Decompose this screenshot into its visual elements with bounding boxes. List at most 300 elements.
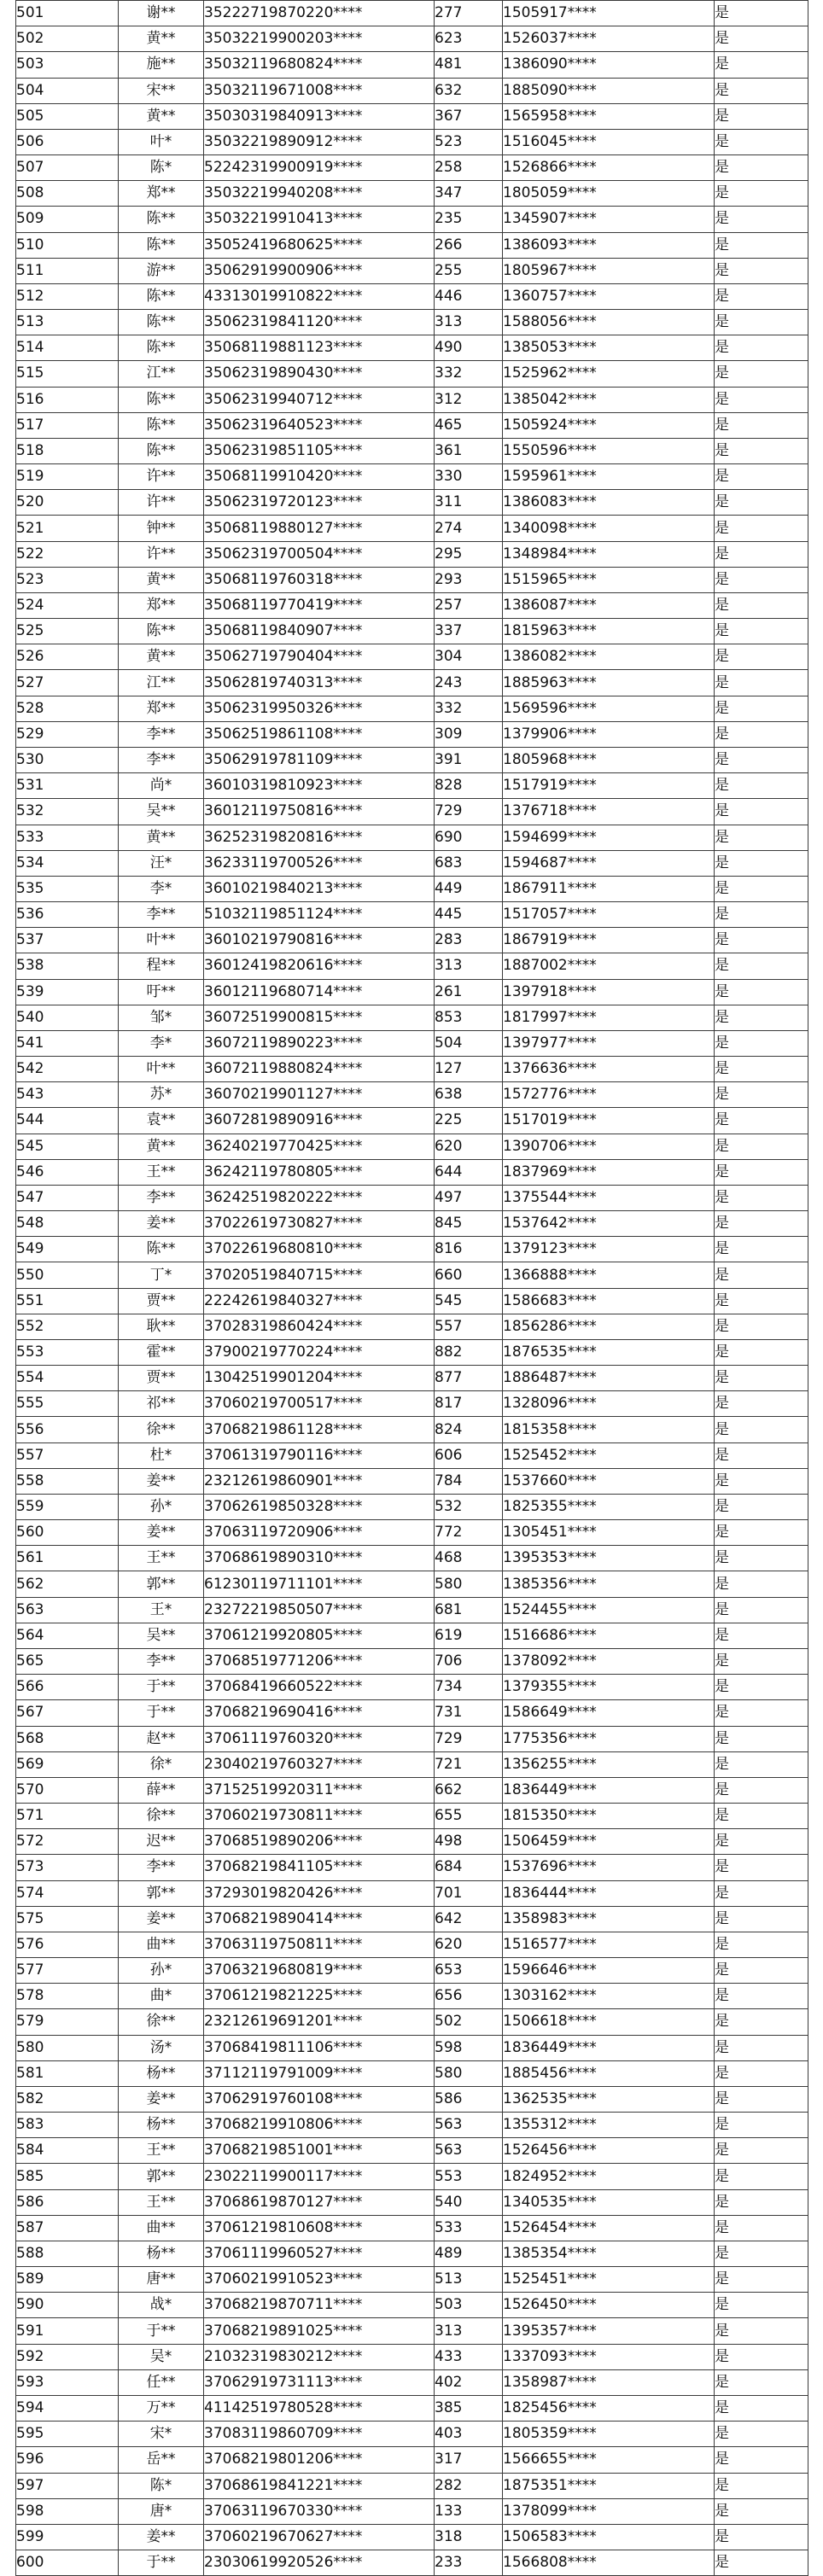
score-cell: 540 [435, 2189, 503, 2215]
status-cell: 是 [715, 258, 808, 283]
phone-cell: 1386083**** [503, 490, 715, 516]
phone-cell: 1887002**** [503, 953, 715, 979]
row-number-cell: 559 [16, 1494, 119, 1519]
row-number-cell: 501 [16, 1, 119, 26]
score-cell: 877 [435, 1366, 503, 1391]
table-row [16, 1958, 808, 1984]
score-cell: 681 [435, 1597, 503, 1623]
table-row [16, 335, 808, 361]
score-cell: 309 [435, 721, 503, 747]
row-number-cell: 584 [16, 2138, 119, 2164]
status-cell: 是 [715, 979, 808, 1005]
row-number-cell: 539 [16, 979, 119, 1005]
score-cell: 606 [435, 1442, 503, 1468]
id-number-cell: 35032219940208**** [204, 181, 435, 207]
status-cell: 是 [715, 490, 808, 516]
score-cell: 385 [435, 2395, 503, 2421]
name-cell: 贾** [119, 1288, 204, 1314]
id-number-cell: 37022619730827**** [204, 1211, 435, 1237]
score-cell: 225 [435, 1108, 503, 1134]
row-number-cell: 519 [16, 464, 119, 490]
row-number-cell: 529 [16, 721, 119, 747]
row-number-cell: 567 [16, 1700, 119, 1726]
score-cell: 557 [435, 1314, 503, 1339]
status-cell: 是 [715, 1520, 808, 1546]
table-row [16, 2550, 808, 2576]
row-number-cell: 591 [16, 2318, 119, 2344]
name-cell: 陈** [119, 310, 204, 335]
table-row [16, 1, 808, 26]
score-cell: 465 [435, 412, 503, 438]
name-cell: 陈* [119, 155, 204, 181]
name-cell: 李** [119, 721, 204, 747]
score-cell: 656 [435, 1984, 503, 2009]
table-row [16, 1649, 808, 1675]
id-number-cell: 35030319840913**** [204, 103, 435, 129]
status-cell: 是 [715, 876, 808, 901]
row-number-cell: 534 [16, 850, 119, 876]
table-row [16, 979, 808, 1005]
table-row [16, 516, 808, 541]
phone-cell: 1537660**** [503, 1468, 715, 1494]
status-cell: 是 [715, 1829, 808, 1855]
table-row [16, 2524, 808, 2550]
score-cell: 828 [435, 773, 503, 799]
table-row [16, 2422, 808, 2447]
id-number-cell: 35032119680824**** [204, 52, 435, 78]
phone-cell: 1824952**** [503, 2164, 715, 2189]
id-number-cell: 37022619680810**** [204, 1237, 435, 1262]
status-cell: 是 [715, 464, 808, 490]
score-cell: 133 [435, 2498, 503, 2524]
phone-cell: 1303162**** [503, 1984, 715, 2009]
name-cell: 黄** [119, 103, 204, 129]
name-cell: 于** [119, 1700, 204, 1726]
phone-cell: 1588056**** [503, 310, 715, 335]
phone-cell: 1355312**** [503, 2113, 715, 2138]
id-number-cell: 37061319790116**** [204, 1442, 435, 1468]
name-cell: 叶** [119, 1057, 204, 1082]
phone-cell: 1837969**** [503, 1159, 715, 1185]
phone-cell: 1516045**** [503, 129, 715, 154]
table-row [16, 1623, 808, 1648]
phone-cell: 1524455**** [503, 1597, 715, 1623]
score-cell: 361 [435, 438, 503, 463]
score-cell: 367 [435, 103, 503, 129]
table-row [16, 2215, 808, 2241]
score-cell: 261 [435, 979, 503, 1005]
score-cell: 619 [435, 1623, 503, 1648]
score-cell: 533 [435, 2215, 503, 2241]
score-cell: 623 [435, 26, 503, 52]
phone-cell: 1586649**** [503, 1700, 715, 1726]
id-number-cell: 22242619840327**** [204, 1288, 435, 1314]
row-number-cell: 536 [16, 902, 119, 928]
phone-cell: 1836449**** [503, 2035, 715, 2060]
status-cell: 是 [715, 1082, 808, 1108]
status-cell: 是 [715, 1005, 808, 1030]
phone-cell: 1817997**** [503, 1005, 715, 1030]
table-row [16, 283, 808, 309]
name-cell: 于** [119, 2550, 204, 2576]
id-number-cell: 41142519780528**** [204, 2395, 435, 2421]
table-row [16, 2241, 808, 2266]
table-row [16, 1159, 808, 1185]
score-cell: 127 [435, 1057, 503, 1082]
status-cell: 是 [715, 26, 808, 52]
name-cell: 黄** [119, 825, 204, 850]
id-number-cell: 37028319860424**** [204, 1314, 435, 1339]
id-number-cell: 37068519890206**** [204, 1829, 435, 1855]
id-number-cell: 37068419811106**** [204, 2035, 435, 2060]
id-number-cell: 35068119881123**** [204, 335, 435, 361]
id-number-cell: 37062919760108**** [204, 2086, 435, 2112]
phone-cell: 1537696**** [503, 1855, 715, 1880]
score-cell: 563 [435, 2138, 503, 2164]
id-number-cell: 35222719870220**** [204, 1, 435, 26]
data-table [15, 0, 808, 2576]
phone-cell: 1875351**** [503, 2473, 715, 2498]
table-row [16, 773, 808, 799]
name-cell: 黄** [119, 644, 204, 670]
score-cell: 311 [435, 490, 503, 516]
phone-cell: 1345907**** [503, 207, 715, 232]
score-cell: 402 [435, 2369, 503, 2395]
status-cell: 是 [715, 1417, 808, 1442]
row-number-cell: 524 [16, 592, 119, 618]
status-cell: 是 [715, 335, 808, 361]
status-cell: 是 [715, 2086, 808, 2112]
name-cell: 陈** [119, 438, 204, 463]
phone-cell: 1386087**** [503, 592, 715, 618]
status-cell: 是 [715, 155, 808, 181]
table-row [16, 1777, 808, 1803]
name-cell: 唐** [119, 2267, 204, 2293]
status-cell: 是 [715, 567, 808, 592]
phone-cell: 1506618**** [503, 2009, 715, 2035]
row-number-cell: 599 [16, 2524, 119, 2550]
name-cell: 吴** [119, 799, 204, 825]
score-cell: 853 [435, 1005, 503, 1030]
row-number-cell: 531 [16, 773, 119, 799]
phone-cell: 1596646**** [503, 1958, 715, 1984]
status-cell: 是 [715, 387, 808, 412]
phone-cell: 1516577**** [503, 1932, 715, 1957]
id-number-cell: 35032219890912**** [204, 129, 435, 154]
table-row [16, 1494, 808, 1519]
table-row [16, 2344, 808, 2369]
id-number-cell: 37062619850328**** [204, 1494, 435, 1519]
id-number-cell: 36252319820816**** [204, 825, 435, 850]
row-number-cell: 575 [16, 1906, 119, 1932]
status-cell: 是 [715, 1546, 808, 1571]
status-cell: 是 [715, 2422, 808, 2447]
row-number-cell: 520 [16, 490, 119, 516]
status-cell: 是 [715, 232, 808, 258]
status-cell: 是 [715, 1623, 808, 1648]
phone-cell: 1565958**** [503, 103, 715, 129]
row-number-cell: 532 [16, 799, 119, 825]
id-number-cell: 23030619920526**** [204, 2550, 435, 2576]
phone-cell: 1379906**** [503, 721, 715, 747]
name-cell: 陈** [119, 335, 204, 361]
phone-cell: 1375544**** [503, 1185, 715, 1210]
id-number-cell: 35062719790404**** [204, 644, 435, 670]
phone-cell: 1366888**** [503, 1262, 715, 1288]
row-number-cell: 512 [16, 283, 119, 309]
table-row [16, 78, 808, 103]
name-cell: 姜** [119, 1520, 204, 1546]
row-number-cell: 515 [16, 361, 119, 387]
id-number-cell: 37063219680819**** [204, 1958, 435, 1984]
phone-cell: 1526037**** [503, 26, 715, 52]
table-row [16, 1005, 808, 1030]
row-number-cell: 541 [16, 1030, 119, 1056]
status-cell: 是 [715, 1571, 808, 1597]
table-row [16, 2060, 808, 2086]
status-cell: 是 [715, 2318, 808, 2344]
id-number-cell: 35062319640523**** [204, 412, 435, 438]
status-cell: 是 [715, 2241, 808, 2266]
row-number-cell: 572 [16, 1829, 119, 1855]
id-number-cell: 37293019820426**** [204, 1880, 435, 1906]
id-number-cell: 36072819890916**** [204, 1108, 435, 1134]
score-cell: 653 [435, 1958, 503, 1984]
name-cell: 郑** [119, 181, 204, 207]
score-cell: 445 [435, 902, 503, 928]
id-number-cell: 23212619860901**** [204, 1468, 435, 1494]
table-row [16, 2035, 808, 2060]
status-cell: 是 [715, 2369, 808, 2395]
row-number-cell: 513 [16, 310, 119, 335]
id-number-cell: 35068119770419**** [204, 592, 435, 618]
row-number-cell: 565 [16, 1649, 119, 1675]
score-cell: 824 [435, 1417, 503, 1442]
name-cell: 李** [119, 1185, 204, 1210]
status-cell: 是 [715, 1468, 808, 1494]
name-cell: 贾** [119, 1366, 204, 1391]
table-row [16, 1185, 808, 1210]
name-cell: 谢** [119, 1, 204, 26]
row-number-cell: 579 [16, 2009, 119, 2035]
phone-cell: 1340535**** [503, 2189, 715, 2215]
score-cell: 503 [435, 2293, 503, 2318]
id-number-cell: 37068619890310**** [204, 1546, 435, 1571]
table-row [16, 1546, 808, 1571]
id-number-cell: 37061219821225**** [204, 1984, 435, 2009]
id-number-cell: 35062919900906**** [204, 258, 435, 283]
id-number-cell: 36072119890223**** [204, 1030, 435, 1056]
id-number-cell: 37112119791009**** [204, 2060, 435, 2086]
table-row [16, 928, 808, 953]
name-cell: 陈** [119, 387, 204, 412]
phone-cell: 1390706**** [503, 1134, 715, 1159]
row-number-cell: 554 [16, 1366, 119, 1391]
row-number-cell: 564 [16, 1623, 119, 1648]
status-cell: 是 [715, 2293, 808, 2318]
row-number-cell: 526 [16, 644, 119, 670]
row-number-cell: 509 [16, 207, 119, 232]
name-cell: 郭** [119, 1571, 204, 1597]
id-number-cell: 37068619841221**** [204, 2473, 435, 2498]
name-cell: 叶** [119, 928, 204, 953]
score-cell: 274 [435, 516, 503, 541]
name-cell: 陈** [119, 619, 204, 644]
phone-cell: 1385042**** [503, 387, 715, 412]
status-cell: 是 [715, 1366, 808, 1391]
status-cell: 是 [715, 516, 808, 541]
status-cell: 是 [715, 2138, 808, 2164]
name-cell: 许** [119, 490, 204, 516]
phone-cell: 1305451**** [503, 1520, 715, 1546]
name-cell: 姜** [119, 2086, 204, 2112]
name-cell: 许** [119, 541, 204, 567]
name-cell: 孙* [119, 1958, 204, 1984]
name-cell: 钟** [119, 516, 204, 541]
id-number-cell: 23040219760327**** [204, 1751, 435, 1777]
table-row [16, 1339, 808, 1365]
id-number-cell: 51032119851124**** [204, 902, 435, 928]
score-cell: 772 [435, 1520, 503, 1546]
score-cell: 283 [435, 928, 503, 953]
score-cell: 701 [435, 1880, 503, 1906]
score-cell: 598 [435, 2035, 503, 2060]
row-number-cell: 560 [16, 1520, 119, 1546]
row-number-cell: 545 [16, 1134, 119, 1159]
status-cell: 是 [715, 773, 808, 799]
status-cell: 是 [715, 1932, 808, 1957]
row-number-cell: 542 [16, 1057, 119, 1082]
phone-cell: 1386090**** [503, 52, 715, 78]
name-cell: 祁** [119, 1391, 204, 1417]
name-cell: 杨** [119, 2060, 204, 2086]
row-number-cell: 557 [16, 1442, 119, 1468]
name-cell: 姜** [119, 1468, 204, 1494]
row-number-cell: 552 [16, 1314, 119, 1339]
status-cell: 是 [715, 1442, 808, 1468]
phone-cell: 1378099**** [503, 2498, 715, 2524]
status-cell: 是 [715, 1777, 808, 1803]
status-cell: 是 [715, 1700, 808, 1726]
name-cell: 曲* [119, 1984, 204, 2009]
status-cell: 是 [715, 1057, 808, 1082]
row-number-cell: 505 [16, 103, 119, 129]
row-number-cell: 528 [16, 696, 119, 721]
id-number-cell: 37020519840715**** [204, 1262, 435, 1288]
table-row [16, 1288, 808, 1314]
name-cell: 黄** [119, 26, 204, 52]
phone-cell: 1805968**** [503, 747, 715, 772]
id-number-cell: 35068119760318**** [204, 567, 435, 592]
score-cell: 580 [435, 2060, 503, 2086]
name-cell: 王** [119, 1546, 204, 1571]
id-number-cell: 23272219850507**** [204, 1597, 435, 1623]
phone-cell: 1550596**** [503, 438, 715, 463]
phone-cell: 1385354**** [503, 2241, 715, 2266]
name-cell: 汤* [119, 2035, 204, 2060]
score-cell: 330 [435, 464, 503, 490]
table-row [16, 2473, 808, 2498]
table-row [16, 2293, 808, 2318]
name-cell: 徐* [119, 1751, 204, 1777]
phone-cell: 1867919**** [503, 928, 715, 953]
table-row [16, 2138, 808, 2164]
status-cell: 是 [715, 644, 808, 670]
row-number-cell: 562 [16, 1571, 119, 1597]
row-number-cell: 549 [16, 1237, 119, 1262]
row-number-cell: 525 [16, 619, 119, 644]
status-cell: 是 [715, 1, 808, 26]
id-number-cell: 37068219910806**** [204, 2113, 435, 2138]
id-number-cell: 35062819740313**** [204, 670, 435, 696]
name-cell: 战* [119, 2293, 204, 2318]
status-cell: 是 [715, 1288, 808, 1314]
row-number-cell: 550 [16, 1262, 119, 1288]
phone-cell: 1379355**** [503, 1675, 715, 1700]
score-cell: 502 [435, 2009, 503, 2035]
phone-cell: 1358983**** [503, 1906, 715, 1932]
name-cell: 李** [119, 747, 204, 772]
id-number-cell: 35068119880127**** [204, 516, 435, 541]
id-number-cell: 37068219801206**** [204, 2447, 435, 2473]
name-cell: 任** [119, 2369, 204, 2395]
status-cell: 是 [715, 2189, 808, 2215]
id-number-cell: 37068219861128**** [204, 1417, 435, 1442]
row-number-cell: 590 [16, 2293, 119, 2318]
phone-cell: 1515965**** [503, 567, 715, 592]
status-cell: 是 [715, 2035, 808, 2060]
id-number-cell: 36010219790816**** [204, 928, 435, 953]
name-cell: 于** [119, 2318, 204, 2344]
score-cell: 784 [435, 1468, 503, 1494]
status-cell: 是 [715, 2524, 808, 2550]
score-cell: 642 [435, 1906, 503, 1932]
row-number-cell: 538 [16, 953, 119, 979]
score-cell: 706 [435, 1649, 503, 1675]
score-cell: 620 [435, 1134, 503, 1159]
phone-cell: 1885090**** [503, 78, 715, 103]
name-cell: 王** [119, 1159, 204, 1185]
status-cell: 是 [715, 1804, 808, 1829]
table-row [16, 696, 808, 721]
phone-cell: 1885963**** [503, 670, 715, 696]
status-cell: 是 [715, 2550, 808, 2576]
table-row [16, 1804, 808, 1829]
row-number-cell: 556 [16, 1417, 119, 1442]
row-number-cell: 582 [16, 2086, 119, 2112]
row-number-cell: 594 [16, 2395, 119, 2421]
phone-cell: 1356255**** [503, 1751, 715, 1777]
table-row [16, 2164, 808, 2189]
status-cell: 是 [715, 207, 808, 232]
id-number-cell: 37083119860709**** [204, 2422, 435, 2447]
table-row [16, 1134, 808, 1159]
table-row [16, 1108, 808, 1134]
row-number-cell: 510 [16, 232, 119, 258]
row-number-cell: 596 [16, 2447, 119, 2473]
status-cell: 是 [715, 1880, 808, 1906]
table-row [16, 1906, 808, 1932]
id-number-cell: 37068219891025**** [204, 2318, 435, 2344]
score-cell: 282 [435, 2473, 503, 2498]
score-cell: 235 [435, 207, 503, 232]
name-cell: 曲** [119, 2215, 204, 2241]
name-cell: 吁** [119, 979, 204, 1005]
id-number-cell: 23212619691201**** [204, 2009, 435, 2035]
phone-cell: 1506459**** [503, 1829, 715, 1855]
phone-cell: 1386082**** [503, 644, 715, 670]
phone-cell: 1594699**** [503, 825, 715, 850]
